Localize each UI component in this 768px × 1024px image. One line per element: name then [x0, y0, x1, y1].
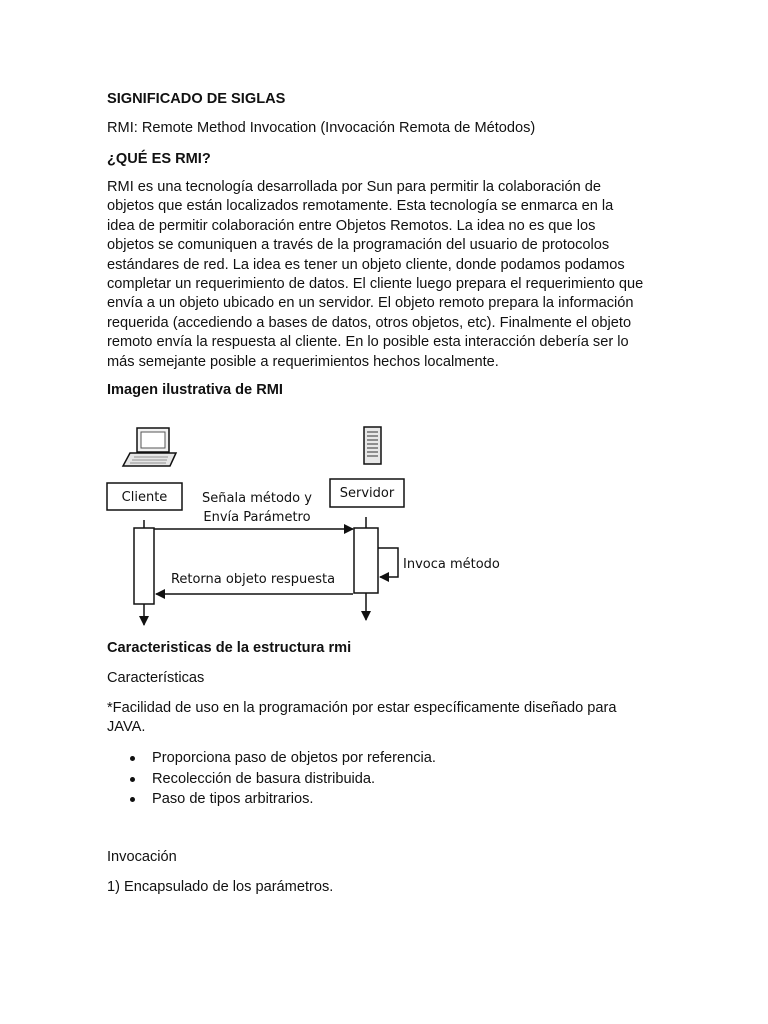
step-1: 1) Encapsulado de los parámetros.	[107, 879, 334, 895]
paragraph-line: requerida (accediendo a bases de datos, otros objetos, etc). Finalmente el objeto	[107, 314, 632, 331]
paragraph-line: objetos que están localizados remotamente. Esta tecnología se enmarca en la	[107, 198, 614, 215]
features-bullet-list	[107, 748, 436, 810]
server-label: Servidor	[339, 486, 395, 501]
request-label-line1: Señala método y	[202, 491, 312, 506]
rmi-definition: RMI: Remote Method Invocation (Invocación Remota de Métodos)	[107, 120, 536, 136]
paragraph-line: idea de permitir colaboración entre Objetos Remotos. La idea no es que los	[107, 217, 596, 234]
heading-que-es-rmi: ¿QUÉ ES RMI?	[107, 151, 211, 167]
server-tower-icon	[364, 427, 381, 464]
list-item: Recolección de basura distribuida.	[107, 769, 436, 790]
paragraph-line: completar un requerimiento de datos. El cliente luego prepara el requerimiento que	[107, 276, 644, 293]
client-label: Cliente	[121, 490, 168, 505]
facilidad-line-2: JAVA.	[107, 719, 146, 735]
request-label-line2: Envía Parámetro	[203, 510, 311, 525]
laptop-icon	[123, 428, 176, 466]
heading-imagen-ilustrativa: Imagen ilustrativa de RMI	[107, 382, 283, 398]
invoke-label: Invoca método	[403, 557, 500, 572]
paragraph-line: remoto envía la respuesta al cliente. En lo posible esta interacción debería ser lo	[107, 334, 629, 351]
list-item: Proporciona paso de objetos por referencia.	[107, 748, 436, 769]
response-label: Retorna objeto respuesta	[170, 572, 336, 587]
facilidad-line-1: *Facilidad de uso en la programación por estar específicamente diseñado para	[107, 700, 617, 716]
invocacion-label: Invocación	[107, 849, 177, 865]
caracteristicas-label: Características	[107, 670, 205, 686]
paragraph-line: más semejante posible a requerimientos hechos localmente.	[107, 353, 499, 370]
heading-siglas: SIGNIFICADO DE SIGLAS	[107, 91, 286, 107]
paragraph-line: objetos se comuniquen a través de la programación del usuario de protocolos	[107, 237, 610, 254]
paragraph-line: RMI es una tecnología desarrollada por Sun para permitir la colaboración de	[107, 179, 602, 195]
list-item: Paso de tipos arbitrarios.	[107, 789, 436, 810]
heading-caracteristicas-estructura: Caracteristicas de la estructura rmi	[107, 640, 352, 656]
paragraph-line: envía a un objeto ubicado en un servidor. El objeto remoto prepara la información	[107, 295, 634, 312]
client-activation-bar	[134, 528, 154, 604]
invoke-self-arrow	[378, 548, 398, 577]
paragraph-line: estándares de red. La idea es tener un objeto cliente, donde podamos podamos	[107, 256, 625, 273]
server-activation-bar	[354, 528, 378, 593]
